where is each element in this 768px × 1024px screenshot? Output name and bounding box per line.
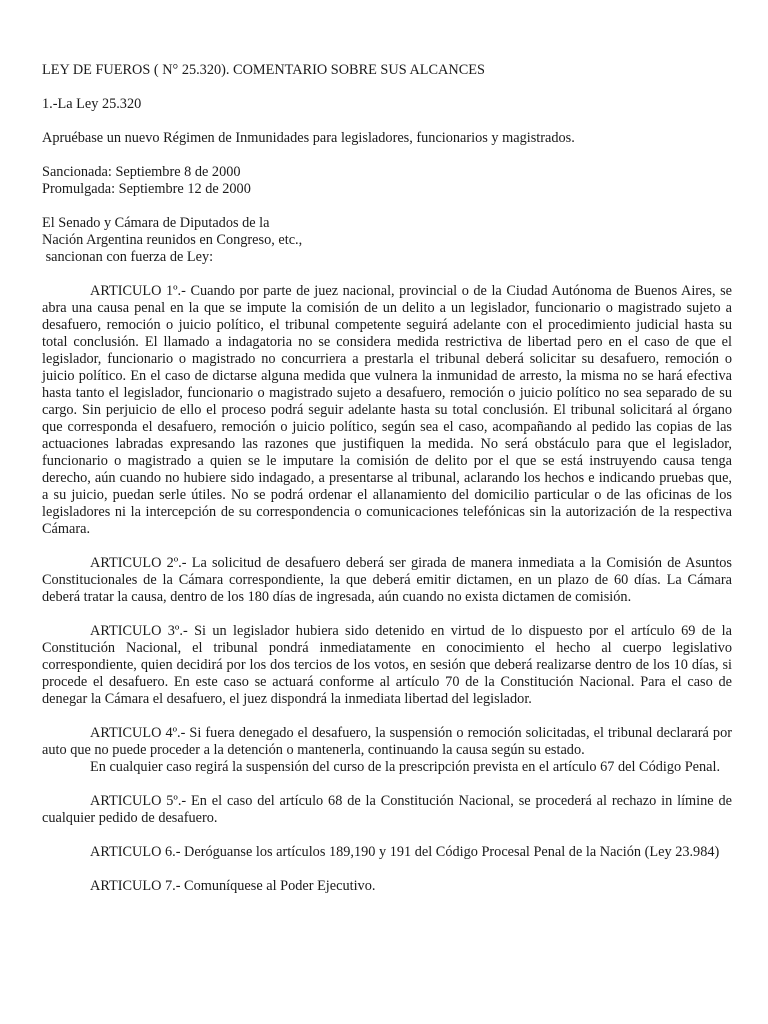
article-3: ARTICULO 3º.- Si un legislador hubiera sido detenido en virtud de lo dispuesto por el artículo 69 de la Constitución Nacional, el tribunal pondrá inmediatamente en conocimiento el hecho al cuerpo legislativo correspondiente, quien decidirá por los dos tercios de los votos, en sesión que deberá realizarse dentro de los 10 días, si procede el desafuero. En este caso se actuará conforme al artículo 70 de la Constitución Nacional. Para el caso de denegar la Cámara el desafuero, el juez dispondrá la inmediata libertad del legislador. (42, 623, 732, 707)
article-6: ARTICULO 6.- Deróguanse los artículos 189,190 y 191 del Código Procesal Penal de la Nación (Ley 23.984) (90, 844, 720, 860)
article-4: ARTICULO 4º.- Si fuera denegado el desafuero, la suspensión o remoción solicitadas, el tribunal declarará por auto que no puede proceder a la detención o mantenerla, continuando la causa según su estado. (42, 725, 732, 758)
law-summary: Apruébase un nuevo Régimen de Inmunidades para legisladores, funcionarios y magistrados. (42, 130, 575, 146)
document-page (42, 62, 732, 912)
section-heading: 1.-La Ley 25.320 (42, 96, 142, 112)
promulgation-date: Promulgada: Septiembre 12 de 2000 (42, 181, 251, 197)
law-dates (42, 164, 732, 198)
article-7: ARTICULO 7.- Comuníquese al Poder Ejecutivo. (90, 878, 376, 894)
article-5: ARTICULO 5º.- En el caso del artículo 68 de la Constitución Nacional, se procederá al rechazo in límine de cualquier pedido de desafuero. (42, 793, 732, 826)
preamble-line: sancionan con fuerza de Ley: (42, 249, 214, 265)
preamble-line: Nación Argentina reunidos en Congreso, etc., (42, 232, 303, 248)
article-1: ARTICULO 1º.- Cuando por parte de juez nacional, provincial o de la Ciudad Autónoma de Buenos Aires, se abra una causa penal en la que se impute la comisión de un delito a un legislador, funcionario o magistrado sujeto a desafuero, remoción o juicio político, el tribunal competente seguirá adelante con el procedimiento judicial hasta su total conclusión. El llamado a indagatoria no se considera medida restrictiva de libertad pero en el caso de que el legislador, funcionario o magistrado no concurriera a prestarla el tribunal deberá solicitar su desafuero, remoción o juicio político. En el caso de dictarse alguna medida que vulnera la inmunidad de arresto, la misma no se hará efectiva hasta tanto el legislador, funcionario o magistrado sujeto a desafuero, remoción o juicio político no sea separado de su cargo. Sin perjuicio de ello el proceso podrá seguir adelante hasta su total conclusión. El tribunal solicitará al órgano que corresponda el desafuero, remoción o juicio político, según sea el caso, acompañando al pedido las copias de las actuaciones labradas expresando las razones que justifiquen la medida. No será obstáculo para que el legislador, funcionario o magistrado a quien se le imputare la comisión de delito por el que se está instruyendo causa tenga derecho, aún cuando no hubiere sido indagado, a presentarse al tribunal, aclarando los hechos e indicando pruebas que, a su juicio, puedan serle útiles. No se podrá ordenar el allanamiento del domicilio particular o de las oficinas de los legisladores ni la intercepción de su correspondencia o comunicaciones telefónicas sin la autorización de la respectiva Cámara. (42, 283, 732, 537)
preamble (42, 215, 732, 266)
sanction-date: Sancionada: Septiembre 8 de 2000 (42, 164, 241, 180)
article-4-continued: En cualquier caso regirá la suspensión del curso de la prescripción prevista en el artículo 67 del Código Penal. (90, 759, 721, 775)
preamble-line: El Senado y Cámara de Diputados de la (42, 215, 270, 231)
article-2: ARTICULO 2º.- La solicitud de desafuero deberá ser girada de manera inmediata a la Comisión de Asuntos Constitucionales de la Cámara correspondiente, la que deberá emitir dictamen, en un plazo de 60 días. La Cámara deberá tratar la causa, dentro de los 180 días de ingresada, aún cuando no exista dictamen de comisión. (42, 555, 732, 605)
document-title: LEY DE FUEROS ( N° 25.320). COMENTARIO SOBRE SUS ALCANCES (42, 62, 485, 78)
